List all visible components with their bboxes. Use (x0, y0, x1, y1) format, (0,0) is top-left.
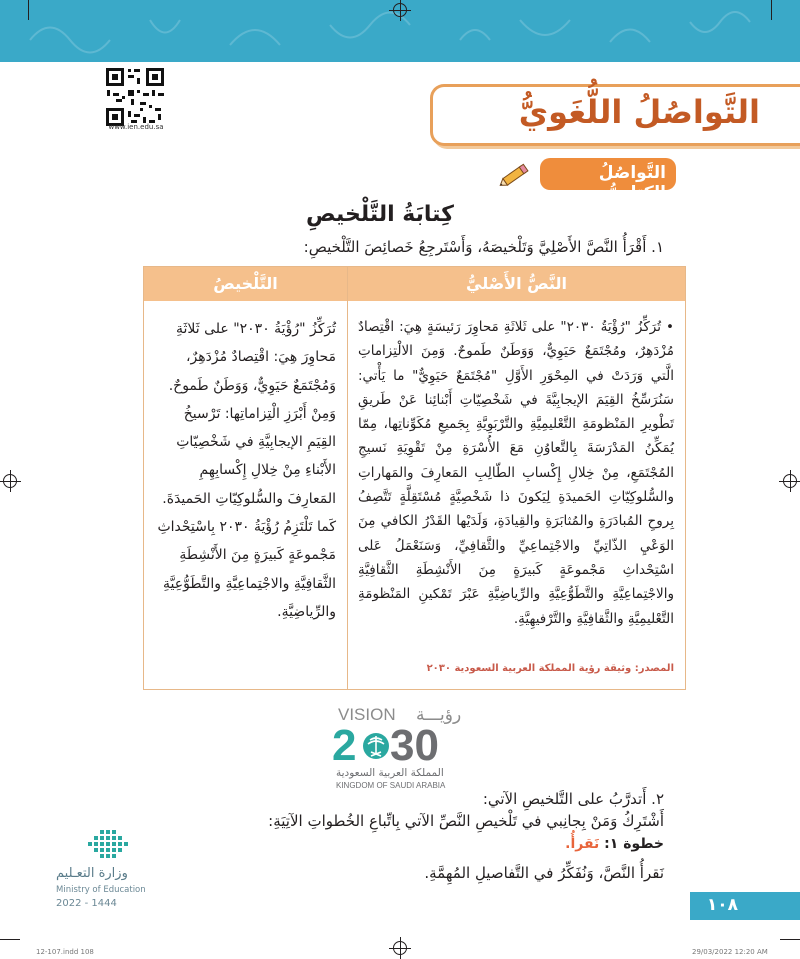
registration-mark-top (393, 3, 407, 17)
page-number: ١٠٨ (706, 895, 738, 915)
bullet-icon: • (661, 319, 674, 335)
edition-year: 2022 - 1444 (56, 898, 117, 909)
crop-mark (0, 939, 20, 940)
vision-kingdom-en: KINGDOM OF SAUDI ARABIA (336, 781, 446, 790)
registration-mark-left (3, 474, 17, 488)
vision-year-right: 30 (390, 721, 439, 770)
section-label: التَّواصُلُ الكِتابيُّ (598, 163, 666, 203)
palm-emblem (363, 733, 389, 759)
vision-2030-logo (330, 700, 480, 792)
step-label: خطوة ١: (599, 836, 664, 852)
section-label-box (540, 158, 676, 203)
print-file-name: 12-107.indd 108 (36, 948, 94, 956)
ministry-name-en: Ministry of Education (56, 885, 146, 895)
page-number-bar (690, 892, 800, 920)
lesson-title: التَّواصُلُ اللُّغَويُّ (518, 93, 760, 131)
exercise-step-detail: نَقرأُ النَّصَّ، وَنُفَكِّرُ في التَّفاصيلِ المُهِمَّةِ. (424, 864, 664, 882)
column-divider (347, 267, 348, 689)
pencil-icon (497, 162, 533, 188)
crop-mark (771, 0, 772, 20)
page-heading: كِتابَةُ التَّلْخيصِ (306, 202, 454, 227)
print-timestamp: 29/03/2022 12:20 AM (692, 948, 768, 956)
registration-mark-right (783, 474, 797, 488)
vision-word-ar: رؤيـــة (416, 705, 462, 725)
vision-2030-emblem (330, 700, 480, 792)
ministry-name-ar: وزارة التعـليم (56, 866, 128, 881)
instruction-1: ١. أَقْرَأُ النَّصَّ الأَصْلِيَّ وَتَلْخيصَهُ، وَأَسْتَرجِعُ خَصائِصَ التَّلْخيصِ: (303, 238, 664, 256)
source-citation: المصدر: وثيقة رؤية المملكة العربية السعودية ٢٠٣٠ (426, 663, 674, 674)
summary-text: تُرَكِّزُ "رُؤْيَةُ ٢٠٣٠" على ثَلاثَةِ مَحاوِرَ هِيَ: اقْتِصادٌ مُزْدَهِرٌ، وَمُجْتَمَعٌ حَيَوِيٌّ، وَوَطَنٌ طَموحٌ. وَمِنْ أَبْرَزِ الْتِزاماتِها: تَرْسيخُ القِيَمِ الإيجابِيَّةِ في شَخْصِيّاتِ الأَبْناءِ مِنْ خِلالِ إِكْسابِهِمِ المَعارِفَ والسُّلوكِيّاتِ الحَميدَةَ. كَما تَلْتَزِمُ رُؤْيَةُ ٢٠٣٠ بِاسْتِحْداثِ مَجْموعَةٍ كَبيرَةٍ مِنَ الأَنْشِطَةِ الثَّقافِيَّةِ والاجْتِماعِيَّةِ والتَّطَوُّعِيَّةِ والرِّياضِيَّةِ. (157, 321, 336, 620)
exercise-instruction: أَشْتَرِكُ وَمَنْ بِجانِبي في تَلْخيصِ النَّصِّ الآتي بِاتِّباعِ الخُطواتِ الآتِيَةِ: (268, 812, 664, 830)
exercise-step (565, 836, 664, 852)
original-text-cell (358, 315, 674, 631)
table-header-original: النَّصُّ الأَصْليُّ (348, 267, 685, 301)
qr-url: www.ien.edu.sa (108, 123, 164, 131)
crop-mark (28, 0, 29, 20)
vision-year-left: 2 (332, 721, 357, 770)
table-header-summary: التَّلْخيصُ (144, 267, 347, 301)
vision-kingdom-ar: المملكة العربية السعودية (336, 767, 444, 779)
lesson-title-box (430, 84, 800, 146)
qr-code-image (104, 66, 166, 128)
crop-mark (780, 939, 800, 940)
ministry-logo-icon (56, 828, 166, 862)
step-accent: نَقرأُ. (565, 836, 600, 852)
exercise-title: ٢. أَتدرَّبُ على التَّلخيصِ الآتي: (482, 790, 664, 808)
qr-code[interactable] (104, 66, 166, 128)
registration-mark-bottom (393, 941, 407, 955)
comparison-table (143, 266, 686, 690)
vision-word-en: VISION (338, 705, 396, 724)
original-text: تُرَكِّزُ "رُؤْيَةُ ٢٠٣٠" على ثَلاثَةِ مَحاوِرَ رَئيسَةٍ هِيَ: اقْتِصادٌ مُزْدَهِرٌ، ومُجْتَمَعٌ حَيَوِيٌّ، وَوَطَنٌ طَموحٌ. وَمِنَ الالْتِزاماتِ الَّتي وَرَدَتْ في المِحْوَرِ الأَوَّلِ "مُجْتَمَعٌ حَيَوِيٌّ" ما يَأْتي: سَنُرَسِّخُ القِيَمَ الإيجابِيَّةَ في شَخْصِيّاتِ أَبْنائِنا عَنْ طَريقِ تَطْويرِ المَنْظومَةِ التَّعْليمِيَّةِ والتَّرْبَوِيَّةِ بِجَميعِ مُكَوِّناتِها، مِمّا يُمَكِّنُ المَدْرَسَةَ بِالتَّعاوُنِ مَعَ الأُسْرَةِ مِنْ تَقْوِيَةِ نَسيجِ المُجْتَمَعِ، مِنْ خِلالِ إِكْسابِ الطّالِبِ المَعارِفَ والمَهاراتِ والسُّلوكِيّاتِ الحَميدَةِ لِيَكونَ ذا شَخْصِيَّةٍ مُسْتَقِلَّةٍ تَتَّصِفُ بِروحِ المُبادَرَةِ والمُثابَرَةِ والقِيادَةِ، وَلَدَيْها القَدْرُ الكافي مِنَ الوَعْيِ الذّاتِيِّ والاجْتِماعِيِّ والثَّقافِيِّ، وَسَنَعْمَلُ عَلى اسْتِحْداثِ مَجْموعَةٍ كَبيرَةٍ مِنَ الأَنْشِطَةِ الثَّقافِيَّةِ والاجْتِماعِيَّةِ والتَّطَوُّعِيَّةِ والرِّياضِيَّةِ عَبْرَ تَمْكينِ المَنْظومَةِ التَّعْليمِيَّةِ والثَّقافِيَّةِ والتَّرْفيهِيَّةِ. (358, 319, 674, 627)
